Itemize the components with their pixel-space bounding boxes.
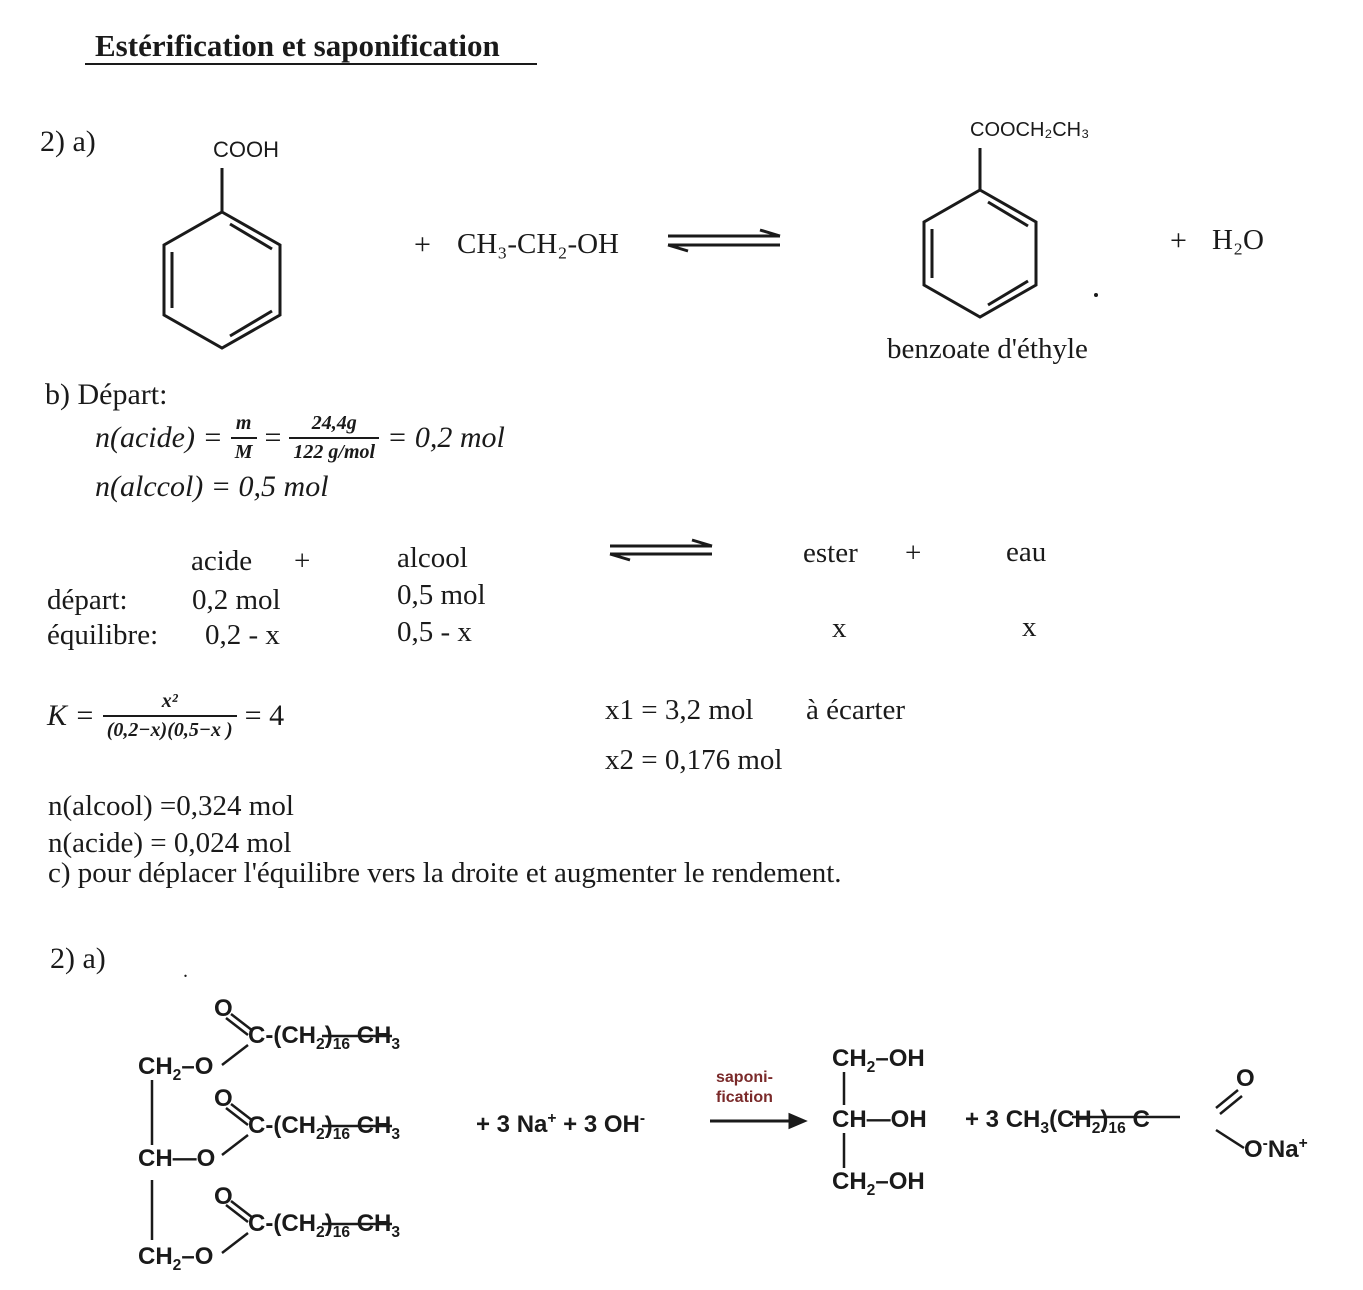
soap-close-paren: ) [1100, 1106, 1109, 1133]
sub16-2: 16 [332, 1125, 351, 1143]
carbon-3: C [248, 1210, 266, 1237]
minus-3: - [265, 1210, 274, 1237]
sub16-3: 16 [332, 1223, 351, 1241]
table-plus-a: + [294, 545, 311, 577]
sub2-bottom: 2 [172, 1256, 182, 1274]
saponification-arrow [710, 1115, 804, 1127]
sub3-1: 3 [391, 1035, 401, 1053]
sub2-3: 2 [316, 1223, 325, 1241]
title-text: Estérification et saponification [95, 28, 500, 63]
sub16-1: 16 [332, 1035, 351, 1053]
soap-ch3: CH [1005, 1106, 1041, 1133]
sub2-2: 2 [316, 1125, 325, 1143]
ch2-group-3: (CH [273, 1210, 316, 1237]
oh-charge: - [639, 1110, 646, 1127]
soap-sub2: 2 [1091, 1119, 1101, 1137]
soap-carboxylate [1244, 1135, 1308, 1164]
table-equil-alcool: 0,5 - x [397, 616, 472, 648]
product-name: benzoate d'éthyle [887, 333, 1088, 365]
mass-fraction [289, 412, 379, 464]
gly-dash-bottom: – [875, 1168, 889, 1195]
na-charge: + [547, 1110, 557, 1127]
sub2-top: 2 [172, 1066, 182, 1084]
glycerol-bottom [832, 1168, 925, 1200]
soap-sub16: 16 [1108, 1119, 1126, 1137]
mass-numerator: 24,4g [289, 412, 379, 439]
ch-bottom: CH [138, 1243, 173, 1270]
x2-value: x2 = 0,176 mol [605, 744, 783, 776]
gly-sub2-bottom: 2 [866, 1181, 876, 1199]
n-alcool-expression: n(alccol) = 0,5 mol [95, 470, 329, 503]
fatty-chain-2 [248, 1112, 400, 1144]
gly-oh-top: OH [888, 1045, 925, 1072]
carbon-1: C [248, 1022, 266, 1049]
ester-o-2: O [214, 1085, 233, 1112]
equilibrium-arrow-2 [610, 540, 712, 560]
arrow-label-line2: fication [716, 1089, 773, 1106]
close-paren-2: ) [324, 1112, 333, 1139]
result-n-acide: n(acide) = 0,024 mol [48, 827, 292, 859]
result-n-alcool: n(alcool) =0,324 mol [48, 790, 294, 822]
soap-minus: - [1262, 1135, 1268, 1152]
cho-middle: CH—O [138, 1145, 216, 1172]
soap-carbonyl-o: O [1236, 1065, 1255, 1092]
part1-label: 2) a) [40, 125, 96, 158]
table-depart-acide: 0,2 mol [192, 584, 281, 616]
k-rhs: = 4 [244, 699, 285, 732]
soap-na: Na [1267, 1136, 1299, 1163]
o-bottom: O [194, 1243, 214, 1270]
n-acide-lhs: n(acide) = [95, 421, 223, 454]
minus-1: - [265, 1022, 274, 1049]
m-over-M [231, 412, 257, 464]
table-equil-label: équilibre: [47, 619, 159, 651]
glycerol-top [832, 1045, 925, 1077]
x1-note: à écarter [806, 694, 905, 726]
table-depart-label: départ: [47, 584, 128, 616]
minus-2: - [265, 1112, 274, 1139]
ch3-3: CH [356, 1210, 392, 1237]
reagent-oh: + 3 OH [563, 1111, 640, 1138]
k-lhs: K = [47, 699, 95, 732]
carbon-2: C [248, 1112, 266, 1139]
part-b-label: b) Départ: [45, 378, 168, 411]
plus-sign-2: + [1170, 224, 1187, 257]
sub3-2: 3 [391, 1125, 401, 1143]
n-acide-result: = 0,2 mol [387, 421, 505, 454]
soap-plus: + [1298, 1135, 1308, 1152]
n-acide-expression [95, 412, 505, 464]
table-acide: acide [191, 545, 253, 577]
arrow-label [716, 1068, 773, 1108]
benzene-ring-product [924, 148, 1036, 317]
sub3-3: 3 [391, 1223, 401, 1241]
table-ester: ester [803, 537, 858, 569]
water-formula: H₂O [1212, 224, 1264, 256]
fatty-chain-1 [248, 1022, 400, 1054]
mass-denominator: 122 g/mol [293, 441, 376, 463]
x1-value: x1 = 3,2 mol [605, 694, 754, 726]
gly-oh-bottom: OH [888, 1168, 925, 1195]
soap-prefix: + 3 [965, 1106, 1000, 1133]
frac-m: m [231, 412, 257, 439]
part2-label: 2) a) [50, 942, 106, 975]
soap-o-minus: O [1244, 1136, 1263, 1163]
ch2o-top [138, 1053, 213, 1085]
gly-ch-top: CH [832, 1045, 867, 1072]
cooh-label: COOH [213, 137, 279, 162]
small-dot: . [183, 960, 188, 982]
close-paren-1: ) [324, 1022, 333, 1049]
soap-formula [965, 1106, 1150, 1138]
plus-sign-1: + [414, 228, 431, 261]
ch2o-bottom [138, 1243, 213, 1275]
ch3-2: CH [356, 1112, 392, 1139]
soap-ch2: (CH [1049, 1106, 1092, 1133]
table-depart-alcool: 0,5 mol [397, 579, 486, 611]
fatty-chain-3 [248, 1210, 400, 1242]
equals-1: = [264, 421, 282, 454]
table-alcool: alcool [397, 542, 468, 574]
gly-ch-bottom: CH [832, 1168, 867, 1195]
part-c-text: c) pour déplacer l'équilibre vers la droite et augmenter le rendement. [48, 857, 842, 889]
close-paren-3: ) [324, 1210, 333, 1237]
ester-o-3: O [214, 1183, 233, 1210]
benzene-ring-reactant [164, 168, 280, 348]
ch2-group-1: (CH [273, 1022, 316, 1049]
ethanol-formula: CH₃-CH₂-OH [457, 228, 619, 260]
o-top: O [194, 1053, 214, 1080]
k-expression [47, 690, 284, 742]
soap-sub3: 3 [1040, 1119, 1050, 1137]
dash-top: – [181, 1053, 195, 1080]
dash-bottom: – [181, 1243, 195, 1270]
k-denominator: (0,2−x)(0,5−x ) [106, 719, 233, 741]
gly-sub2-top: 2 [866, 1058, 876, 1076]
frac-M: M [234, 441, 253, 463]
ch3-1: CH [356, 1022, 392, 1049]
soap-carbon: C [1132, 1106, 1150, 1133]
k-numerator: x² [103, 690, 237, 717]
table-eau: eau [1006, 536, 1047, 568]
k-fraction [103, 690, 237, 742]
ch2-group-2: (CH [273, 1112, 316, 1139]
glycerol-middle: CH—OH [832, 1106, 927, 1133]
table-plus-b: + [905, 537, 922, 569]
cooch2ch3-label: COOCH₂CH₃ [970, 119, 1090, 141]
table-equil-ester: x [832, 612, 847, 644]
gly-dash-top: – [875, 1045, 889, 1072]
sub2-1: 2 [316, 1035, 325, 1053]
dot-mark [1094, 293, 1098, 297]
arrow-label-line1: saponi- [716, 1069, 773, 1086]
reagents [476, 1110, 645, 1139]
ch-top: CH [138, 1053, 173, 1080]
equilibrium-arrow-1 [668, 230, 780, 251]
ester-o-1: O [214, 995, 233, 1022]
table-equil-acide: 0,2 - x [205, 619, 280, 651]
reagent-na: + 3 Na [476, 1111, 548, 1138]
table-equil-eau: x [1022, 611, 1037, 643]
